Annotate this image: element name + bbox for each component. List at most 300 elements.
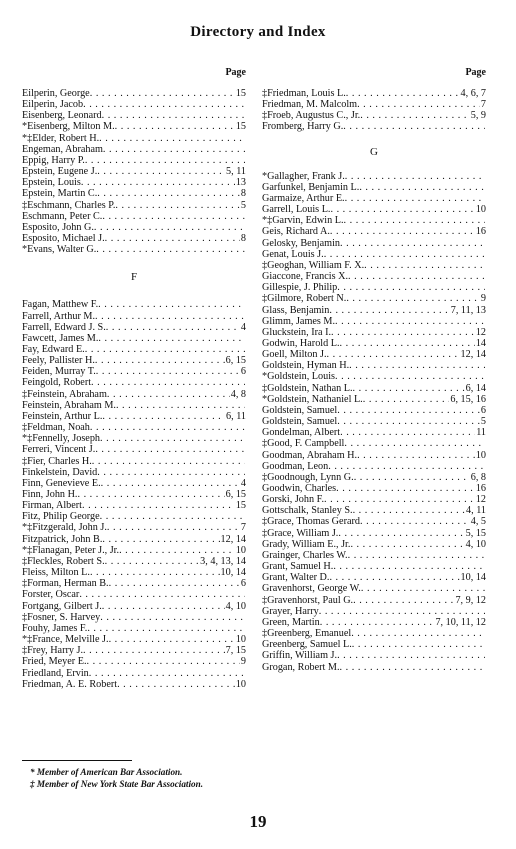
dot-leader bbox=[96, 366, 240, 377]
entry-name: Friedland, Ervin bbox=[22, 667, 89, 679]
entry-name: Feinstein, Abraham M. bbox=[22, 399, 116, 411]
entry-name: Eilperin, Jacob bbox=[22, 99, 84, 111]
index-entry bbox=[262, 305, 486, 316]
dot-leader bbox=[97, 467, 245, 478]
entry-pages bbox=[485, 249, 486, 260]
dot-leader bbox=[96, 244, 245, 255]
index-entry bbox=[22, 545, 246, 556]
entry-pages bbox=[485, 561, 486, 572]
dot-leader bbox=[360, 516, 470, 527]
entry-pages bbox=[485, 606, 486, 617]
entry-pages bbox=[245, 623, 246, 634]
entry-pages bbox=[485, 371, 486, 382]
page-column-header: Page bbox=[465, 67, 486, 78]
entry-name: Gravenhorst, George W. bbox=[262, 583, 361, 595]
index-entry bbox=[262, 606, 486, 617]
entry-name: ‡Froeb, Augustus C., Jr. bbox=[262, 110, 361, 122]
footnotes bbox=[30, 766, 203, 790]
entry-name: Farrell, Edward J. S. bbox=[22, 321, 106, 333]
entry-name: Finn, John H. bbox=[22, 489, 78, 500]
entry-pages: 8 bbox=[240, 188, 246, 200]
entry-pages: 10 bbox=[235, 544, 246, 556]
entry-name: ‡Grace, Thomas Gerard bbox=[262, 516, 360, 528]
entry-pages: 4, 5 bbox=[470, 516, 486, 528]
index-entry bbox=[22, 668, 246, 679]
index-entry bbox=[22, 433, 246, 444]
index-entry bbox=[22, 612, 246, 623]
dot-leader bbox=[89, 668, 245, 679]
entry-pages: 7, 10, 11, 12 bbox=[435, 616, 486, 628]
index-entry bbox=[262, 550, 486, 561]
entry-pages: 6 bbox=[240, 366, 246, 378]
entry-name: Feingold, Robert bbox=[22, 377, 92, 389]
entry-name: Grogan, Robert M. bbox=[262, 661, 340, 673]
dot-leader bbox=[115, 121, 235, 132]
index-entry bbox=[22, 133, 246, 144]
dot-leader bbox=[344, 438, 485, 449]
entry-name: *‡Fitzgerald, John J. bbox=[22, 522, 107, 534]
index-entry bbox=[22, 299, 246, 310]
entry-pages bbox=[245, 344, 246, 355]
index-entry bbox=[262, 171, 486, 182]
dot-leader bbox=[85, 155, 245, 166]
entry-name: Grant, Walter D. bbox=[262, 572, 330, 584]
dot-leader bbox=[91, 377, 245, 388]
index-entry bbox=[262, 438, 486, 449]
index-entry bbox=[22, 645, 246, 656]
index-entry bbox=[22, 500, 246, 511]
index-entry bbox=[262, 427, 486, 438]
index-entry bbox=[22, 400, 246, 411]
dot-leader bbox=[360, 110, 470, 121]
entry-pages bbox=[245, 377, 246, 388]
index-entry bbox=[22, 601, 246, 612]
dot-leader bbox=[363, 394, 450, 405]
dot-leader bbox=[354, 472, 470, 483]
index-entry bbox=[22, 144, 246, 155]
dot-leader bbox=[107, 522, 240, 533]
dot-leader bbox=[328, 461, 485, 472]
entry-name: Fried, Meyer E. bbox=[22, 656, 87, 668]
dot-leader bbox=[100, 433, 245, 444]
entry-name: ‡Feinstein, Abraham bbox=[22, 388, 107, 400]
dot-leader bbox=[77, 489, 224, 500]
index-entry bbox=[22, 623, 246, 634]
entry-name: Fromberg, Harry G. bbox=[262, 121, 344, 133]
dot-leader bbox=[364, 260, 485, 271]
entry-pages: 4, 6, 7 bbox=[460, 88, 486, 99]
index-entry bbox=[262, 595, 486, 606]
entry-pages bbox=[485, 238, 486, 249]
dot-leader bbox=[331, 327, 475, 338]
dot-leader bbox=[97, 188, 240, 199]
entry-name: *Gallagher, Frank J. bbox=[262, 170, 345, 182]
dot-leader bbox=[335, 316, 485, 327]
dot-leader bbox=[346, 88, 460, 99]
entry-pages: 16 bbox=[475, 483, 486, 494]
entry-pages bbox=[245, 467, 246, 478]
entry-pages: 12 bbox=[475, 494, 486, 506]
entry-name: ‡Feldman, Noah bbox=[22, 422, 90, 434]
entry-pages: 6, 15 bbox=[225, 489, 246, 500]
entry-name: Goldstein, Hyman H. bbox=[262, 360, 350, 372]
entry-name: Goell, Milton J. bbox=[262, 349, 327, 361]
entry-pages: 7 bbox=[240, 522, 246, 534]
entry-pages bbox=[485, 628, 486, 639]
dot-leader bbox=[338, 528, 464, 539]
dot-leader bbox=[344, 215, 486, 226]
index-entry bbox=[262, 528, 486, 539]
dot-leader bbox=[103, 144, 245, 155]
dot-leader bbox=[329, 572, 459, 583]
index-entry bbox=[262, 260, 486, 271]
entry-pages: 9 bbox=[240, 656, 246, 668]
entry-name: Eschmann, Peter C. bbox=[22, 210, 103, 222]
entry-pages: 6, 8 bbox=[470, 471, 486, 483]
index-entry bbox=[22, 311, 246, 322]
dot-leader bbox=[337, 650, 485, 661]
entry-pages: 14 bbox=[475, 337, 486, 349]
dot-leader bbox=[95, 444, 245, 455]
entry-name: Fay, Edward E. bbox=[22, 343, 85, 355]
dot-leader bbox=[90, 88, 235, 99]
index-entry bbox=[262, 383, 486, 394]
dot-leader bbox=[345, 171, 485, 182]
entry-pages: 5 bbox=[480, 416, 486, 428]
index-entry bbox=[262, 628, 486, 639]
index-entry bbox=[262, 650, 486, 661]
index-entry bbox=[262, 461, 486, 472]
index-entry bbox=[262, 360, 486, 371]
index-entry bbox=[262, 271, 486, 282]
entry-pages: 10 bbox=[235, 634, 246, 646]
entry-pages bbox=[245, 511, 246, 522]
entry-pages bbox=[485, 182, 486, 193]
entry-pages: 6 bbox=[240, 578, 246, 590]
dot-leader bbox=[105, 233, 240, 244]
index-entry bbox=[22, 578, 246, 589]
entry-pages bbox=[245, 99, 246, 110]
entry-name: Feely, Pallister H. bbox=[22, 355, 95, 367]
dot-leader bbox=[336, 483, 475, 494]
entry-pages bbox=[245, 222, 246, 233]
index-entry bbox=[22, 556, 246, 567]
entry-pages: 4, 10 bbox=[465, 538, 486, 550]
entry-pages: 4, 8 bbox=[230, 388, 246, 400]
index-entry bbox=[262, 293, 486, 304]
entry-name: *Eisenberg, Milton M. bbox=[22, 121, 115, 133]
index-entry bbox=[22, 344, 246, 355]
entry-name: Eppig, Harry P. bbox=[22, 154, 85, 166]
entry-pages bbox=[485, 215, 486, 226]
entry-name: Gondelman, Albert bbox=[262, 427, 341, 439]
dot-leader bbox=[340, 662, 485, 673]
entry-name: Friedman, M. Malcolm bbox=[262, 99, 358, 111]
footnote-aba: * Member of American Bar Association. bbox=[30, 767, 183, 777]
entry-pages: 15 bbox=[235, 88, 246, 99]
index-column-left bbox=[22, 66, 246, 690]
dot-leader bbox=[361, 583, 485, 594]
index-entry bbox=[22, 422, 246, 433]
entry-pages bbox=[245, 444, 246, 455]
entry-pages bbox=[485, 260, 486, 271]
index-entry bbox=[22, 188, 246, 199]
entry-pages: 10, 14 bbox=[460, 572, 486, 584]
entry-pages bbox=[245, 422, 246, 433]
entry-name: Gorski, John F. bbox=[262, 494, 325, 506]
entry-pages bbox=[245, 211, 246, 222]
entry-name: Feinstein, Arthur L. bbox=[22, 410, 103, 422]
entry-name: Fitzpatrick, John B. bbox=[22, 533, 103, 545]
entry-name: Grainger, Charles W. bbox=[262, 549, 348, 561]
dot-leader bbox=[117, 679, 235, 690]
entry-name: Griffin, William J. bbox=[262, 650, 338, 662]
index-entry bbox=[262, 316, 486, 327]
entry-name: *Evans, Walter G. bbox=[22, 244, 97, 256]
section-letter: F bbox=[130, 271, 138, 284]
entry-name: Giaccone, Francis X. bbox=[262, 271, 348, 283]
dot-leader bbox=[351, 628, 485, 639]
entry-pages bbox=[245, 333, 246, 344]
page-number: 19 bbox=[249, 812, 267, 831]
entry-pages: 4, 11 bbox=[466, 505, 486, 517]
index-entry bbox=[22, 166, 246, 177]
index-entry bbox=[22, 522, 246, 533]
dot-leader bbox=[330, 226, 475, 237]
dot-leader bbox=[97, 166, 225, 177]
dot-leader bbox=[87, 623, 245, 634]
entry-name: Grayer, Harry bbox=[262, 605, 319, 617]
dot-leader bbox=[87, 656, 240, 667]
footnote-nysba: ‡ Member of New York State Bar Association. bbox=[30, 779, 204, 789]
dot-leader bbox=[102, 534, 219, 545]
entry-name: Epstein, Louis bbox=[22, 177, 81, 189]
entry-pages: 6, 11 bbox=[226, 410, 246, 422]
index-entry bbox=[22, 511, 246, 522]
index-entry bbox=[22, 489, 246, 500]
entry-name: *Goldstein, Nathaniel L. bbox=[262, 393, 363, 405]
entry-name: *‡Fennelly, Joseph bbox=[22, 433, 101, 445]
entry-pages bbox=[485, 662, 486, 673]
index-entry bbox=[262, 561, 486, 572]
index-column-right bbox=[262, 66, 486, 673]
entry-pages: 10, 14 bbox=[220, 567, 246, 579]
entry-pages bbox=[245, 433, 246, 444]
entry-name: Garfunkel, Benjamin L. bbox=[262, 181, 360, 193]
index-entry bbox=[262, 99, 486, 110]
entry-pages: 10 bbox=[475, 204, 486, 216]
entry-pages bbox=[485, 282, 486, 293]
entry-name: Goldstein, Samuel bbox=[262, 416, 338, 428]
dot-leader bbox=[346, 293, 480, 304]
entry-name: ‡Fosner, S. Harvey bbox=[22, 611, 101, 623]
entry-name: Goldstein, Samuel bbox=[262, 404, 338, 416]
entry-name: Goodman, Leon bbox=[262, 460, 329, 472]
index-entry bbox=[262, 110, 486, 121]
entry-pages: 7, 11, 13 bbox=[450, 304, 486, 316]
index-entry bbox=[22, 211, 246, 222]
footnote-divider bbox=[22, 760, 132, 761]
entry-pages: 12, 14 bbox=[460, 349, 486, 361]
entry-pages bbox=[245, 400, 246, 411]
entry-pages bbox=[485, 171, 486, 182]
entry-pages: 8 bbox=[240, 233, 246, 245]
entry-pages: 6, 14 bbox=[465, 382, 486, 394]
index-entry bbox=[262, 121, 486, 132]
entry-pages: 5, 15 bbox=[465, 527, 486, 539]
entry-name: Greenberg, Samuel L. bbox=[262, 639, 352, 651]
dot-leader bbox=[340, 238, 485, 249]
entry-name: Fawcett, James M. bbox=[22, 332, 99, 344]
entry-name: *‡Garvin, Edwin L. bbox=[262, 215, 344, 227]
entry-name: ‡Grace, William J. bbox=[262, 527, 339, 539]
index-entry bbox=[262, 88, 486, 99]
index-entry bbox=[22, 333, 246, 344]
dot-leader bbox=[90, 422, 245, 433]
dot-leader bbox=[319, 606, 485, 617]
entry-name: ‡Greenberg, Emanuel bbox=[262, 628, 352, 640]
entry-pages: 16 bbox=[475, 226, 486, 238]
entry-name: Grady, William E., Jr. bbox=[262, 538, 351, 550]
index-entry bbox=[22, 355, 246, 366]
index-entry bbox=[22, 110, 246, 121]
dot-leader bbox=[353, 383, 465, 394]
entry-name: Green, Martin bbox=[262, 616, 320, 628]
index-entry bbox=[22, 222, 246, 233]
entry-name: Friedman, A. E. Robert bbox=[22, 678, 118, 690]
dot-leader bbox=[109, 634, 235, 645]
index-entry bbox=[262, 539, 486, 550]
entry-pages: 10 bbox=[235, 678, 246, 690]
page-title: Directory and Index bbox=[190, 24, 326, 40]
entry-pages: 12 bbox=[475, 326, 486, 338]
entry-pages bbox=[245, 668, 246, 679]
index-entry bbox=[262, 371, 486, 382]
index-groups bbox=[22, 88, 246, 690]
entry-name: Epstein, Eugene J. bbox=[22, 166, 98, 178]
entry-pages: 4 bbox=[240, 477, 246, 489]
dot-leader bbox=[324, 249, 485, 260]
index-entry bbox=[262, 226, 486, 237]
entry-name: Gillespie, J. Philip bbox=[262, 282, 338, 294]
entry-name: Fouhy, James F. bbox=[22, 622, 88, 634]
entry-pages bbox=[485, 271, 486, 282]
entry-pages bbox=[245, 299, 246, 310]
entry-name: Fitz, Philip George bbox=[22, 511, 100, 523]
index-entry bbox=[262, 416, 486, 427]
entry-pages bbox=[245, 244, 246, 255]
dot-leader bbox=[350, 539, 464, 550]
index-entry bbox=[22, 377, 246, 388]
entry-name: ‡Gilmore, Robert N. bbox=[262, 293, 347, 305]
dot-leader bbox=[329, 305, 449, 316]
index-entry bbox=[22, 656, 246, 667]
dot-leader bbox=[349, 360, 485, 371]
entry-pages: 7, 15 bbox=[225, 645, 246, 657]
entry-pages bbox=[485, 639, 486, 650]
dot-leader bbox=[343, 121, 485, 132]
entry-name: ‡Forman, Herman B. bbox=[22, 578, 109, 590]
entry-name: Garmaize, Arthur E. bbox=[262, 192, 345, 204]
entry-name: Goodman, Abraham H. bbox=[262, 449, 358, 461]
entry-name: ‡Geoghan, William F. X. bbox=[262, 259, 365, 271]
index-entry bbox=[22, 177, 246, 188]
index-entry bbox=[22, 121, 246, 132]
entry-pages bbox=[485, 316, 486, 327]
index-entry bbox=[262, 639, 486, 650]
index-entry bbox=[262, 193, 486, 204]
entry-pages bbox=[485, 438, 486, 449]
entry-name: Gelosky, Benjamin bbox=[262, 237, 340, 249]
dot-leader bbox=[107, 389, 230, 400]
entry-pages: 3, 4, 13, 14 bbox=[200, 555, 246, 567]
dot-leader bbox=[330, 204, 474, 215]
dot-leader bbox=[79, 589, 245, 600]
entry-name: ‡Goldstein, Nathan L. bbox=[262, 382, 353, 394]
entry-name: Fleiss, Milton L. bbox=[22, 567, 90, 579]
index-entry bbox=[262, 282, 486, 293]
entry-pages bbox=[485, 461, 486, 472]
section-letter: G bbox=[370, 145, 378, 158]
dot-leader bbox=[359, 182, 485, 193]
dot-leader bbox=[337, 405, 480, 416]
entry-name: Gottschalk, Stanley S. bbox=[262, 505, 353, 517]
entry-name: Glass, Benjamin bbox=[262, 304, 330, 316]
entry-name: *‡Flanagan, Peter J., Jr. bbox=[22, 544, 120, 556]
index-entry bbox=[262, 572, 486, 583]
entry-name: Gluckstein, Ira I. bbox=[262, 326, 332, 338]
entry-name: Firman, Albert bbox=[22, 500, 82, 512]
index-entry bbox=[22, 589, 246, 600]
index-entry bbox=[262, 516, 486, 527]
entry-name: Esposito, John G. bbox=[22, 221, 94, 233]
dot-leader bbox=[320, 617, 435, 628]
dot-leader bbox=[98, 299, 245, 310]
index-entry bbox=[262, 394, 486, 405]
entry-name: ‡Goodnough, Lynn G. bbox=[262, 471, 354, 483]
entry-pages: 6, 15, 16 bbox=[450, 393, 486, 405]
dot-leader bbox=[98, 333, 245, 344]
dot-leader bbox=[119, 545, 235, 556]
entry-pages: 6, 15 bbox=[225, 355, 246, 367]
dot-leader bbox=[337, 282, 485, 293]
dot-leader bbox=[94, 222, 245, 233]
dot-leader bbox=[348, 550, 485, 561]
entry-pages: 4 bbox=[240, 321, 246, 333]
entry-name: ‡Good, F. Campbell bbox=[262, 438, 345, 450]
entry-name: Finkelstein, David bbox=[22, 466, 98, 478]
index-entry bbox=[22, 244, 246, 255]
index-entry bbox=[262, 505, 486, 516]
dot-leader bbox=[340, 427, 475, 438]
index-entry bbox=[22, 155, 246, 166]
entry-pages: 9 bbox=[480, 293, 486, 305]
index-entry bbox=[262, 494, 486, 505]
entry-name: ‡Frey, Harry J. bbox=[22, 645, 84, 657]
index-entry bbox=[262, 617, 486, 628]
entry-name: ‡Friedman, Louis L. bbox=[262, 88, 346, 99]
entry-pages: 5 bbox=[240, 199, 246, 211]
index-entry bbox=[22, 88, 246, 99]
entry-pages: 5, 11 bbox=[226, 166, 246, 178]
dot-leader bbox=[335, 371, 485, 382]
entry-name: Fortgang, Gilbert J. bbox=[22, 600, 102, 612]
entry-pages bbox=[245, 110, 246, 121]
index-entry bbox=[262, 215, 486, 226]
index-entry bbox=[262, 204, 486, 215]
index-entry bbox=[262, 182, 486, 193]
entry-name: Grant, Samuel H. bbox=[262, 561, 334, 573]
